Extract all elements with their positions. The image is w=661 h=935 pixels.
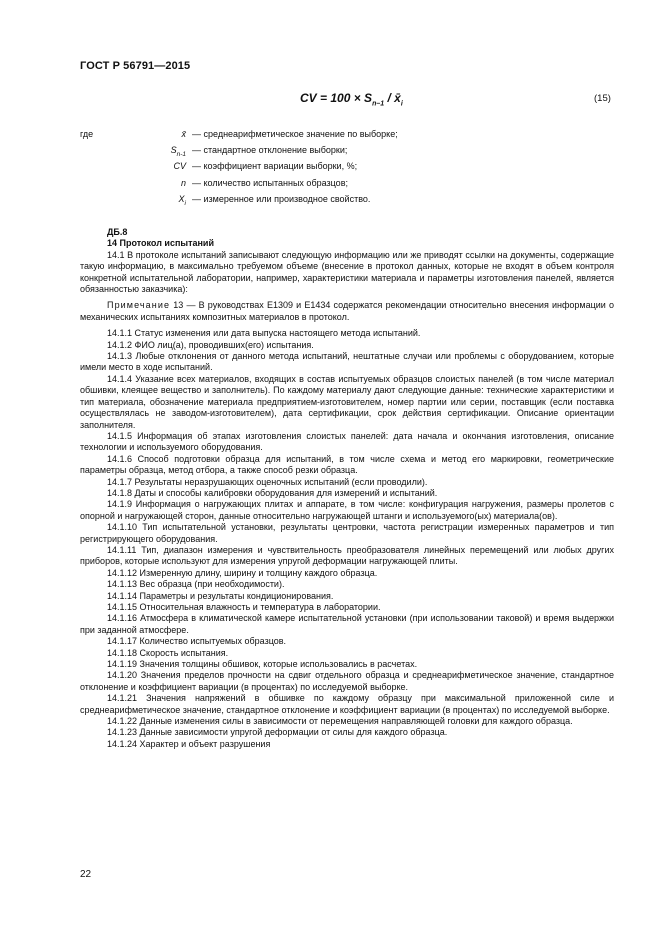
protocol-items [80, 328, 614, 750]
formula-s-symbol: S [364, 91, 373, 105]
definition-text: — стандартное отклонение выборки; [192, 145, 348, 156]
section-code: ДБ.8 [107, 227, 128, 237]
definition-symbol: CV [173, 161, 186, 172]
definition-row [80, 129, 620, 145]
protocol-item: 14.1.15 Относительная влажность и температура в лаборатории. [107, 602, 381, 612]
formula-slash: / [384, 91, 395, 105]
definitions-list [80, 129, 620, 210]
formula-cv [300, 91, 403, 107]
equation-number: (15) [594, 93, 611, 104]
protocol-item: 14.1.16 Атмосфера в климатической камере испытательной установки (при использовании таковой) и время выдержки при заданной атмосфере. [80, 613, 614, 635]
section-title: 14 Протокол испытаний [107, 238, 214, 249]
protocol-item: 14.1.10 Тип испытательной установки, результаты центровки, частота регистрации измеренных параметров и тип регистрирующего оборудования. [80, 522, 614, 544]
definition-text: — среднеарифметическое значение по выборке; [192, 129, 398, 139]
protocol-item: 14.1.8 Даты и способы калибровки оборудования для измерений и испытаний. [107, 487, 438, 498]
protocol-item: 14.1.11 Тип, диапазон измерения и чувствительность преобразователя линейных перемещений или любых других приборов, которые используют для измерения упругой деформации нагружающей плиты. [80, 544, 614, 567]
note-text: 13 — В руководствах E1309 и E1434 содержатся рекомендации относительно внесения информации о механических испытаниях композитных материалов в протокол. [80, 300, 614, 322]
intro-paragraph: 14.1 В протоколе испытаний записывают следующую информацию или же приводят ссылки на документы, содержащие такую информацию, в максимально требуемом объеме (внесение в протокол данных, которые не входят в объем контроля конкретной испытательной лаборатории, например, характеристики материала и параметры изготовления панелей, является обязанностью заказчика): [80, 249, 614, 295]
protocol-section [80, 227, 614, 750]
formula-x-symbol: x̄ [394, 91, 401, 105]
definition-text: — измеренное или производное свойство. [192, 193, 371, 204]
page-number: 22 [80, 869, 92, 880]
protocol-item: 14.1.1 Статус изменения или дата выпуска настоящего метода испытаний. [107, 328, 421, 339]
protocol-item: 14.1.2 ФИО лиц(а), проводивших(его) испытания. [107, 339, 314, 350]
definition-row [80, 178, 620, 194]
where-label: где [80, 129, 94, 139]
protocol-item: 14.1.22 Данные изменения силы в зависимости от перемещения направляющей головки для каждого образца. [107, 716, 573, 727]
protocol-item: 14.1.13 Вес образца (при необходимости). [107, 579, 285, 590]
definition-symbol: x̄ [181, 129, 186, 139]
protocol-item: 14.1.18 Скорость испытания. [107, 647, 229, 658]
protocol-item: 14.1.24 Характер и объект разрушения [107, 738, 271, 749]
definition-symbol [179, 194, 186, 207]
definition-symbol-main: S [170, 145, 177, 156]
definition-text: — количество испытанных образцов; [192, 177, 348, 188]
definition-row [80, 161, 620, 177]
protocol-item: 14.1.14 Параметры и результаты кондиционирования. [107, 590, 334, 601]
note-label: Примечание [107, 300, 171, 311]
formula-x-sub: i [400, 100, 403, 108]
definition-symbol-main: X [178, 193, 185, 204]
formula-cv-symbol: CV [300, 91, 317, 105]
protocol-item: 14.1.9 Информация о нагружающих плитах и аппарате, в том числе: конфигурация нагружения, размеры пролетов с опорной и нагружающей сторон, данные относительно нагружающей штанги и используемого(ых) материала(ов). [80, 499, 614, 521]
protocol-item: 14.1.5 Информация об этапах изготовления слоистых панелей: дата начала и окончания изготовления, описание технологии и используемого оборудования. [80, 430, 614, 453]
protocol-item: 14.1.19 Значения толщины обшивок, которые использовались в расчетах. [107, 659, 418, 670]
protocol-item: 14.1.6 Способ подготовки образца для испытаний, в том числе схема и метод его маркировки, геометрические параметры образца, метод отбора, а также способ резки образца. [80, 453, 614, 476]
definition-symbol-sub: n-1 [176, 150, 186, 158]
definition-row [80, 145, 620, 161]
definition-symbol [171, 145, 186, 158]
protocol-item: 14.1.23 Данные зависимости упругой деформации от силы для каждого образца. [107, 727, 448, 738]
protocol-item: 14.1.17 Количество испытуемых образцов. [107, 636, 287, 647]
definition-row [80, 194, 620, 210]
standard-header: ГОСТ Р 56791—2015 [80, 60, 191, 72]
formula-eq: = 100 × [316, 91, 365, 105]
definition-symbol-sub: i [184, 199, 186, 207]
definition-text: — коэффициент вариации выборки, %; [192, 161, 358, 172]
protocol-item: 14.1.4 Указание всех материалов, входящих в состав испытуемых образцов слоистых панелей (в том числе материал обшивки, клеящее вещество и заполнитель). По каждому материалу дают следующие данные: технические характеристики и тип материала, обозначение материала предприятием-изготовителем, номер партии или серии, поставщик (если поставка осуществлялась не заводом-изготовителем), дата сертификации, срок действия сертификации. Описание ориентации заполнителя. [80, 373, 614, 430]
definition-symbol: n [180, 177, 186, 188]
note-paragraph [80, 300, 614, 323]
protocol-item: 14.1.21 Значения напряжений в обшивке по каждому образцу при максимальной приложенной силе и среднеарифметическое значение, стандартное отклонение и коэффициент вариации (в процентах) по исследуемой выборке. [80, 693, 614, 715]
protocol-item: 14.1.12 Измеренную длину, ширину и толщину каждого образца. [107, 567, 378, 578]
protocol-item: 14.1.20 Значения пределов прочности на сдвиг отдельного образца и среднеарифметическое значение, стандартное отклонение и коэффициент вариации (в процентах) по исследуемой выборке. [80, 670, 614, 692]
protocol-item: 14.1.7 Результаты неразрушающих оценочных испытаний (если проводили). [107, 476, 428, 487]
protocol-item: 14.1.3 Любые отклонения от данного метода испытаний, нештатные случаи или проблемы с оборудованием, которые имели место в ходе испытаний. [80, 351, 614, 373]
formula-s-sub: n–1 [372, 100, 385, 108]
